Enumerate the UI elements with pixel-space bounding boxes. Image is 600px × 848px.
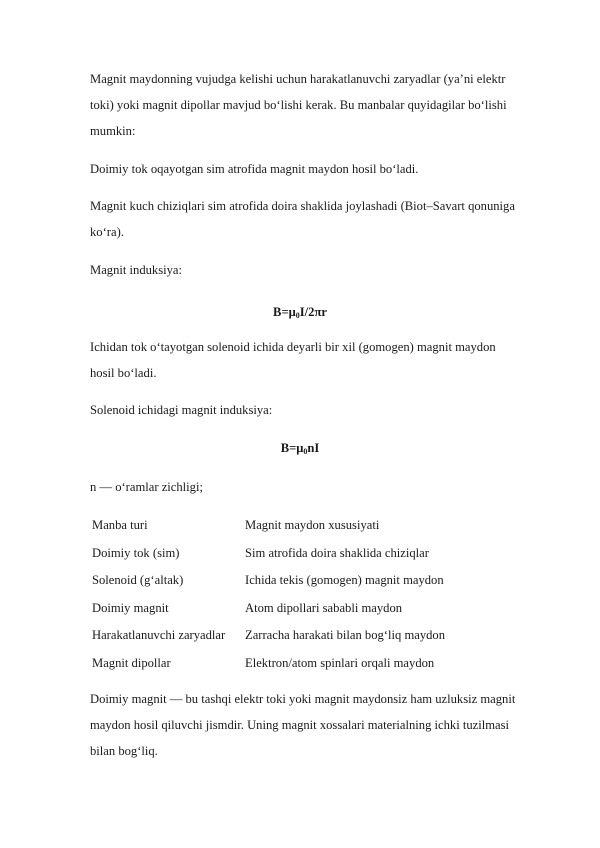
table-cell: Sim atrofida doira shaklida chiziqlar [245,545,429,560]
formula-lhs: B=μ [273,305,296,319]
magnetic-sources-table [92,512,505,677]
table-cell: Harakatlanuvchi zaryadlar [92,628,226,643]
formula-lhs: B=μ [280,441,304,455]
table-header-field-property: Magnit maydon xususiyati [245,518,380,533]
solenoid-paragraph: Ichidan tok o‘tayotgan solenoid ichida deyarli bir xil (gomogen) magnit maydon hosil bo‘ladi. [90,340,496,380]
table-cell: Elektron/atom spinlari orqali maydon [245,655,435,670]
wire-induction-formula [0,302,600,326]
table-row [92,540,505,568]
table-row [92,650,505,678]
table-row [92,567,505,595]
formula-rhs: nI [307,441,320,455]
permanent-magnet-paragraph: Doimiy magnit — bu tashqi elektr toki yoki magnit maydonsiz ham uzluksiz magnit maydon hosil qiluvchi jismdir. Uning magnit xossalari materialning ichki tuzilmasi bilan bog‘liq. [90,692,516,758]
formula-subscript: 0 [303,447,308,456]
formula-rhs: I/2πr [299,305,327,319]
turn-density-definition: n — o‘ramlar zichligi; [90,480,203,494]
solenoid-induction-formula [0,438,600,462]
table-cell: Zarracha harakati bilan bog‘liq maydon [245,628,446,643]
table-cell: Solenoid (g‘altak) [92,573,184,588]
solenoid-induction-label: Solenoid ichidagi magnit induksiya: [90,403,273,417]
table-header-source-type: Manba turi [92,518,148,533]
table-cell: Magnit dipollar [92,655,171,670]
table-header-row [92,512,505,540]
table-cell: Ichida tekis (gomogen) magnit maydon [245,573,444,588]
induction-label: Magnit induksiya: [90,263,182,277]
intro-paragraph: Magnit maydonning vujudga kelishi uchun harakatlanuvchi zaryadlar (ya’ni elektr toki) yoki magnit dipollar mavjud bo‘lishi kerak. Bu manbalar quyidagilar bo‘lishi mumkin: [90,72,507,138]
table-cell: Doimiy tok (sim) [92,545,180,560]
field-lines-paragraph: Magnit kuch chiziqlari sim atrofida doira shaklida joylashadi (Biot–Savart qonuniga ko‘ra). [90,199,515,239]
table-cell: Atom dipollari sababli maydon [245,600,403,615]
table-row [92,622,505,650]
table-cell: Doimiy magnit [92,600,169,615]
wire-paragraph: Doimiy tok oqayotgan sim atrofida magnit maydon hosil bo‘ladi. [90,162,419,176]
table-row [92,595,505,623]
formula-subscript: 0 [295,311,300,320]
